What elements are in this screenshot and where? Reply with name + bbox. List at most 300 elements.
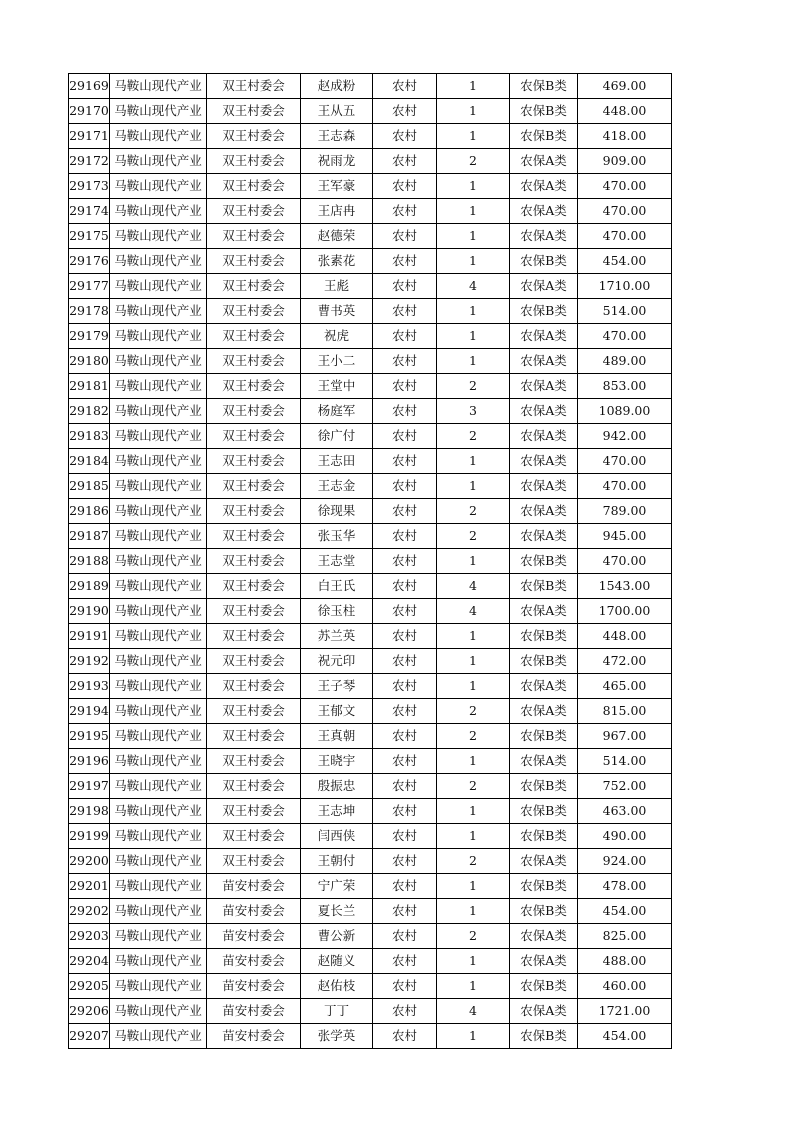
- person-name-cell: 徐广付: [301, 424, 373, 449]
- insurance-category-cell: 农保B类: [510, 299, 578, 324]
- household-count-cell: 1: [437, 749, 510, 774]
- table-row: [69, 299, 672, 324]
- village-committee-cell: 苗安村委会: [207, 1024, 301, 1049]
- organization-cell: 马鞍山现代产业: [110, 624, 207, 649]
- village-committee-cell: 苗安村委会: [207, 899, 301, 924]
- organization-cell: 马鞍山现代产业: [110, 949, 207, 974]
- organization-cell: 马鞍山现代产业: [110, 424, 207, 449]
- organization-cell: 马鞍山现代产业: [110, 849, 207, 874]
- organization-cell: 马鞍山现代产业: [110, 899, 207, 924]
- insurance-category-cell: 农保B类: [510, 799, 578, 824]
- table-row: [69, 549, 672, 574]
- area-type-cell: 农村: [373, 499, 437, 524]
- household-count-cell: 1: [437, 974, 510, 999]
- village-committee-cell: 苗安村委会: [207, 999, 301, 1024]
- area-type-cell: 农村: [373, 824, 437, 849]
- row-id-cell: 29199: [69, 824, 110, 849]
- amount-cell: 470.00: [578, 449, 672, 474]
- organization-cell: 马鞍山现代产业: [110, 549, 207, 574]
- household-count-cell: 1: [437, 474, 510, 499]
- table-row: [69, 374, 672, 399]
- amount-cell: 942.00: [578, 424, 672, 449]
- household-count-cell: 1: [437, 649, 510, 674]
- person-name-cell: 张玉华: [301, 524, 373, 549]
- village-committee-cell: 苗安村委会: [207, 949, 301, 974]
- insurance-category-cell: 农保A类: [510, 224, 578, 249]
- household-count-cell: 4: [437, 574, 510, 599]
- area-type-cell: 农村: [373, 374, 437, 399]
- row-id-cell: 29172: [69, 149, 110, 174]
- insurance-category-cell: 农保A类: [510, 424, 578, 449]
- organization-cell: 马鞍山现代产业: [110, 824, 207, 849]
- organization-cell: 马鞍山现代产业: [110, 99, 207, 124]
- village-committee-cell: 双王村委会: [207, 449, 301, 474]
- person-name-cell: 白王氏: [301, 574, 373, 599]
- area-type-cell: 农村: [373, 224, 437, 249]
- organization-cell: 马鞍山现代产业: [110, 699, 207, 724]
- person-name-cell: 祝雨龙: [301, 149, 373, 174]
- person-name-cell: 闫西侠: [301, 824, 373, 849]
- amount-cell: 752.00: [578, 774, 672, 799]
- person-name-cell: 王志坤: [301, 799, 373, 824]
- row-id-cell: 29192: [69, 649, 110, 674]
- person-name-cell: 祝元印: [301, 649, 373, 674]
- insurance-category-cell: 农保A类: [510, 699, 578, 724]
- insurance-category-cell: 农保A类: [510, 324, 578, 349]
- table-row: [69, 974, 672, 999]
- insurance-category-cell: 农保A类: [510, 524, 578, 549]
- insurance-category-cell: 农保A类: [510, 449, 578, 474]
- area-type-cell: 农村: [373, 149, 437, 174]
- amount-cell: 448.00: [578, 624, 672, 649]
- amount-cell: 448.00: [578, 99, 672, 124]
- household-count-cell: 1: [437, 949, 510, 974]
- insurance-category-cell: 农保B类: [510, 899, 578, 924]
- household-count-cell: 1: [437, 874, 510, 899]
- amount-cell: 490.00: [578, 824, 672, 849]
- person-name-cell: 赵佑枝: [301, 974, 373, 999]
- village-committee-cell: 双王村委会: [207, 674, 301, 699]
- organization-cell: 马鞍山现代产业: [110, 199, 207, 224]
- table-row: [69, 224, 672, 249]
- table-row: [69, 824, 672, 849]
- area-type-cell: 农村: [373, 849, 437, 874]
- household-count-cell: 4: [437, 274, 510, 299]
- row-id-cell: 29203: [69, 924, 110, 949]
- person-name-cell: 王志田: [301, 449, 373, 474]
- household-count-cell: 1: [437, 324, 510, 349]
- area-type-cell: 农村: [373, 749, 437, 774]
- person-name-cell: 宁广荣: [301, 874, 373, 899]
- row-id-cell: 29170: [69, 99, 110, 124]
- row-id-cell: 29190: [69, 599, 110, 624]
- organization-cell: 马鞍山现代产业: [110, 1024, 207, 1049]
- insurance-category-cell: 农保A类: [510, 149, 578, 174]
- area-type-cell: 农村: [373, 324, 437, 349]
- row-id-cell: 29198: [69, 799, 110, 824]
- area-type-cell: 农村: [373, 1024, 437, 1049]
- insurance-category-cell: 农保A类: [510, 924, 578, 949]
- person-name-cell: 祝虎: [301, 324, 373, 349]
- amount-cell: 815.00: [578, 699, 672, 724]
- row-id-cell: 29176: [69, 249, 110, 274]
- table-body: [69, 74, 672, 1049]
- insurance-category-cell: 农保B类: [510, 774, 578, 799]
- row-id-cell: 29189: [69, 574, 110, 599]
- table-row: [69, 174, 672, 199]
- person-name-cell: 杨庭军: [301, 399, 373, 424]
- person-name-cell: 王子琴: [301, 674, 373, 699]
- organization-cell: 马鞍山现代产业: [110, 374, 207, 399]
- household-count-cell: 2: [437, 849, 510, 874]
- household-count-cell: 1: [437, 824, 510, 849]
- organization-cell: 马鞍山现代产业: [110, 924, 207, 949]
- amount-cell: 460.00: [578, 974, 672, 999]
- village-committee-cell: 苗安村委会: [207, 924, 301, 949]
- person-name-cell: 王店冉: [301, 199, 373, 224]
- insurance-category-cell: 农保A类: [510, 749, 578, 774]
- household-count-cell: 2: [437, 499, 510, 524]
- household-count-cell: 1: [437, 124, 510, 149]
- village-committee-cell: 苗安村委会: [207, 974, 301, 999]
- household-count-cell: 1: [437, 1024, 510, 1049]
- amount-cell: 945.00: [578, 524, 672, 549]
- table-row: [69, 999, 672, 1024]
- person-name-cell: 徐现果: [301, 499, 373, 524]
- household-count-cell: 2: [437, 149, 510, 174]
- person-name-cell: 徐玉柱: [301, 599, 373, 624]
- row-id-cell: 29178: [69, 299, 110, 324]
- amount-cell: 1721.00: [578, 999, 672, 1024]
- insurance-category-cell: 农保A类: [510, 399, 578, 424]
- insurance-category-cell: 农保A类: [510, 999, 578, 1024]
- amount-cell: 967.00: [578, 724, 672, 749]
- amount-cell: 470.00: [578, 324, 672, 349]
- organization-cell: 马鞍山现代产业: [110, 674, 207, 699]
- area-type-cell: 农村: [373, 199, 437, 224]
- organization-cell: 马鞍山现代产业: [110, 524, 207, 549]
- village-committee-cell: 双王村委会: [207, 474, 301, 499]
- village-committee-cell: 双王村委会: [207, 524, 301, 549]
- household-count-cell: 1: [437, 299, 510, 324]
- organization-cell: 马鞍山现代产业: [110, 799, 207, 824]
- organization-cell: 马鞍山现代产业: [110, 449, 207, 474]
- amount-cell: 514.00: [578, 299, 672, 324]
- amount-cell: 470.00: [578, 549, 672, 574]
- amount-cell: 488.00: [578, 949, 672, 974]
- household-count-cell: 1: [437, 624, 510, 649]
- household-count-cell: 1: [437, 349, 510, 374]
- insurance-category-cell: 农保B类: [510, 74, 578, 99]
- amount-cell: 1710.00: [578, 274, 672, 299]
- row-id-cell: 29206: [69, 999, 110, 1024]
- insurance-category-cell: 农保B类: [510, 124, 578, 149]
- area-type-cell: 农村: [373, 699, 437, 724]
- village-committee-cell: 双王村委会: [207, 199, 301, 224]
- village-committee-cell: 苗安村委会: [207, 874, 301, 899]
- area-type-cell: 农村: [373, 274, 437, 299]
- table-row: [69, 199, 672, 224]
- table-row: [69, 99, 672, 124]
- area-type-cell: 农村: [373, 524, 437, 549]
- insurance-category-cell: 农保B类: [510, 974, 578, 999]
- area-type-cell: 农村: [373, 124, 437, 149]
- row-id-cell: 29169: [69, 74, 110, 99]
- household-count-cell: 1: [437, 549, 510, 574]
- person-name-cell: 王小二: [301, 349, 373, 374]
- person-name-cell: 王郁文: [301, 699, 373, 724]
- household-count-cell: 3: [437, 399, 510, 424]
- table-row: [69, 924, 672, 949]
- insurance-category-cell: 农保B类: [510, 1024, 578, 1049]
- amount-cell: 909.00: [578, 149, 672, 174]
- person-name-cell: 曹书英: [301, 299, 373, 324]
- organization-cell: 马鞍山现代产业: [110, 74, 207, 99]
- amount-cell: 789.00: [578, 499, 672, 524]
- row-id-cell: 29182: [69, 399, 110, 424]
- area-type-cell: 农村: [373, 474, 437, 499]
- organization-cell: 马鞍山现代产业: [110, 299, 207, 324]
- area-type-cell: 农村: [373, 924, 437, 949]
- insurance-category-cell: 农保A类: [510, 849, 578, 874]
- household-count-cell: 1: [437, 449, 510, 474]
- village-committee-cell: 双王村委会: [207, 499, 301, 524]
- amount-cell: 470.00: [578, 474, 672, 499]
- row-id-cell: 29180: [69, 349, 110, 374]
- area-type-cell: 农村: [373, 99, 437, 124]
- village-committee-cell: 双王村委会: [207, 299, 301, 324]
- area-type-cell: 农村: [373, 299, 437, 324]
- row-id-cell: 29196: [69, 749, 110, 774]
- amount-cell: 470.00: [578, 224, 672, 249]
- organization-cell: 马鞍山现代产业: [110, 274, 207, 299]
- row-id-cell: 29195: [69, 724, 110, 749]
- amount-cell: 470.00: [578, 199, 672, 224]
- row-id-cell: 29207: [69, 1024, 110, 1049]
- organization-cell: 马鞍山现代产业: [110, 124, 207, 149]
- household-count-cell: 2: [437, 774, 510, 799]
- organization-cell: 马鞍山现代产业: [110, 324, 207, 349]
- person-name-cell: 王彪: [301, 274, 373, 299]
- row-id-cell: 29202: [69, 899, 110, 924]
- area-type-cell: 农村: [373, 74, 437, 99]
- insurance-category-cell: 农保B类: [510, 549, 578, 574]
- village-committee-cell: 双王村委会: [207, 174, 301, 199]
- person-name-cell: 赵随义: [301, 949, 373, 974]
- amount-cell: 454.00: [578, 1024, 672, 1049]
- insurance-category-cell: 农保A类: [510, 199, 578, 224]
- amount-cell: 470.00: [578, 174, 672, 199]
- village-committee-cell: 双王村委会: [207, 399, 301, 424]
- village-committee-cell: 双王村委会: [207, 424, 301, 449]
- table-row: [69, 774, 672, 799]
- insurance-category-cell: 农保A类: [510, 474, 578, 499]
- row-id-cell: 29173: [69, 174, 110, 199]
- area-type-cell: 农村: [373, 949, 437, 974]
- organization-cell: 马鞍山现代产业: [110, 249, 207, 274]
- village-committee-cell: 双王村委会: [207, 749, 301, 774]
- organization-cell: 马鞍山现代产业: [110, 174, 207, 199]
- row-id-cell: 29183: [69, 424, 110, 449]
- row-id-cell: 29171: [69, 124, 110, 149]
- insurance-category-cell: 农保B类: [510, 649, 578, 674]
- person-name-cell: 曹公新: [301, 924, 373, 949]
- village-committee-cell: 双王村委会: [207, 824, 301, 849]
- area-type-cell: 农村: [373, 974, 437, 999]
- person-name-cell: 赵德荣: [301, 224, 373, 249]
- table-row: [69, 249, 672, 274]
- household-count-cell: 1: [437, 674, 510, 699]
- row-id-cell: 29184: [69, 449, 110, 474]
- table-row: [69, 149, 672, 174]
- table-row: [69, 849, 672, 874]
- household-count-cell: 2: [437, 374, 510, 399]
- area-type-cell: 农村: [373, 424, 437, 449]
- household-count-cell: 2: [437, 724, 510, 749]
- village-committee-cell: 双王村委会: [207, 374, 301, 399]
- area-type-cell: 农村: [373, 774, 437, 799]
- organization-cell: 马鞍山现代产业: [110, 349, 207, 374]
- table-row: [69, 724, 672, 749]
- row-id-cell: 29174: [69, 199, 110, 224]
- insurance-category-cell: 农保B类: [510, 874, 578, 899]
- area-type-cell: 农村: [373, 449, 437, 474]
- row-id-cell: 29186: [69, 499, 110, 524]
- table-row: [69, 599, 672, 624]
- amount-cell: 463.00: [578, 799, 672, 824]
- organization-cell: 马鞍山现代产业: [110, 774, 207, 799]
- area-type-cell: 农村: [373, 249, 437, 274]
- area-type-cell: 农村: [373, 399, 437, 424]
- amount-cell: 924.00: [578, 849, 672, 874]
- organization-cell: 马鞍山现代产业: [110, 974, 207, 999]
- household-count-cell: 1: [437, 99, 510, 124]
- amount-cell: 825.00: [578, 924, 672, 949]
- household-count-cell: 2: [437, 524, 510, 549]
- insurance-category-cell: 农保A类: [510, 674, 578, 699]
- person-name-cell: 王志金: [301, 474, 373, 499]
- village-committee-cell: 双王村委会: [207, 99, 301, 124]
- amount-cell: 454.00: [578, 249, 672, 274]
- row-id-cell: 29181: [69, 374, 110, 399]
- village-committee-cell: 双王村委会: [207, 574, 301, 599]
- table-row: [69, 474, 672, 499]
- insurance-category-cell: 农保A类: [510, 499, 578, 524]
- village-committee-cell: 双王村委会: [207, 649, 301, 674]
- insurance-category-cell: 农保B类: [510, 99, 578, 124]
- area-type-cell: 农村: [373, 874, 437, 899]
- household-count-cell: 1: [437, 899, 510, 924]
- area-type-cell: 农村: [373, 674, 437, 699]
- row-id-cell: 29175: [69, 224, 110, 249]
- table-row: [69, 349, 672, 374]
- amount-cell: 489.00: [578, 349, 672, 374]
- organization-cell: 马鞍山现代产业: [110, 574, 207, 599]
- area-type-cell: 农村: [373, 649, 437, 674]
- person-name-cell: 张学英: [301, 1024, 373, 1049]
- person-name-cell: 王真朝: [301, 724, 373, 749]
- table-row: [69, 74, 672, 99]
- household-count-cell: 2: [437, 699, 510, 724]
- household-count-cell: 2: [437, 924, 510, 949]
- person-name-cell: 王堂中: [301, 374, 373, 399]
- table-row: [69, 399, 672, 424]
- row-id-cell: 29188: [69, 549, 110, 574]
- table-row: [69, 899, 672, 924]
- row-id-cell: 29193: [69, 674, 110, 699]
- row-id-cell: 29204: [69, 949, 110, 974]
- organization-cell: 马鞍山现代产业: [110, 399, 207, 424]
- table-row: [69, 449, 672, 474]
- village-committee-cell: 双王村委会: [207, 774, 301, 799]
- table-row: [69, 699, 672, 724]
- village-committee-cell: 双王村委会: [207, 349, 301, 374]
- table-row: [69, 749, 672, 774]
- organization-cell: 马鞍山现代产业: [110, 474, 207, 499]
- village-committee-cell: 双王村委会: [207, 324, 301, 349]
- village-committee-cell: 双王村委会: [207, 124, 301, 149]
- household-count-cell: 4: [437, 999, 510, 1024]
- area-type-cell: 农村: [373, 549, 437, 574]
- village-committee-cell: 双王村委会: [207, 849, 301, 874]
- table-row: [69, 799, 672, 824]
- organization-cell: 马鞍山现代产业: [110, 224, 207, 249]
- organization-cell: 马鞍山现代产业: [110, 874, 207, 899]
- organization-cell: 马鞍山现代产业: [110, 999, 207, 1024]
- amount-cell: 418.00: [578, 124, 672, 149]
- village-committee-cell: 双王村委会: [207, 74, 301, 99]
- row-id-cell: 29185: [69, 474, 110, 499]
- table-row: [69, 674, 672, 699]
- organization-cell: 马鞍山现代产业: [110, 599, 207, 624]
- person-name-cell: 殷振忠: [301, 774, 373, 799]
- table-row: [69, 124, 672, 149]
- household-count-cell: 1: [437, 224, 510, 249]
- records-table: [68, 73, 672, 1049]
- row-id-cell: 29194: [69, 699, 110, 724]
- table-row: [69, 574, 672, 599]
- person-name-cell: 王朝付: [301, 849, 373, 874]
- organization-cell: 马鞍山现代产业: [110, 499, 207, 524]
- household-count-cell: 4: [437, 599, 510, 624]
- insurance-category-cell: 农保B类: [510, 249, 578, 274]
- person-name-cell: 王志森: [301, 124, 373, 149]
- area-type-cell: 农村: [373, 899, 437, 924]
- table-row: [69, 874, 672, 899]
- area-type-cell: 农村: [373, 724, 437, 749]
- row-id-cell: 29205: [69, 974, 110, 999]
- insurance-category-cell: 农保A类: [510, 349, 578, 374]
- area-type-cell: 农村: [373, 349, 437, 374]
- table-row: [69, 949, 672, 974]
- table-row: [69, 424, 672, 449]
- amount-cell: 1089.00: [578, 399, 672, 424]
- person-name-cell: 王军豪: [301, 174, 373, 199]
- amount-cell: 514.00: [578, 749, 672, 774]
- row-id-cell: 29197: [69, 774, 110, 799]
- village-committee-cell: 双王村委会: [207, 149, 301, 174]
- row-id-cell: 29201: [69, 874, 110, 899]
- amount-cell: 853.00: [578, 374, 672, 399]
- insurance-category-cell: 农保B类: [510, 824, 578, 849]
- person-name-cell: 王从五: [301, 99, 373, 124]
- insurance-category-cell: 农保A类: [510, 949, 578, 974]
- household-count-cell: 1: [437, 799, 510, 824]
- amount-cell: 478.00: [578, 874, 672, 899]
- person-name-cell: 夏长兰: [301, 899, 373, 924]
- person-name-cell: 王志堂: [301, 549, 373, 574]
- village-committee-cell: 双王村委会: [207, 699, 301, 724]
